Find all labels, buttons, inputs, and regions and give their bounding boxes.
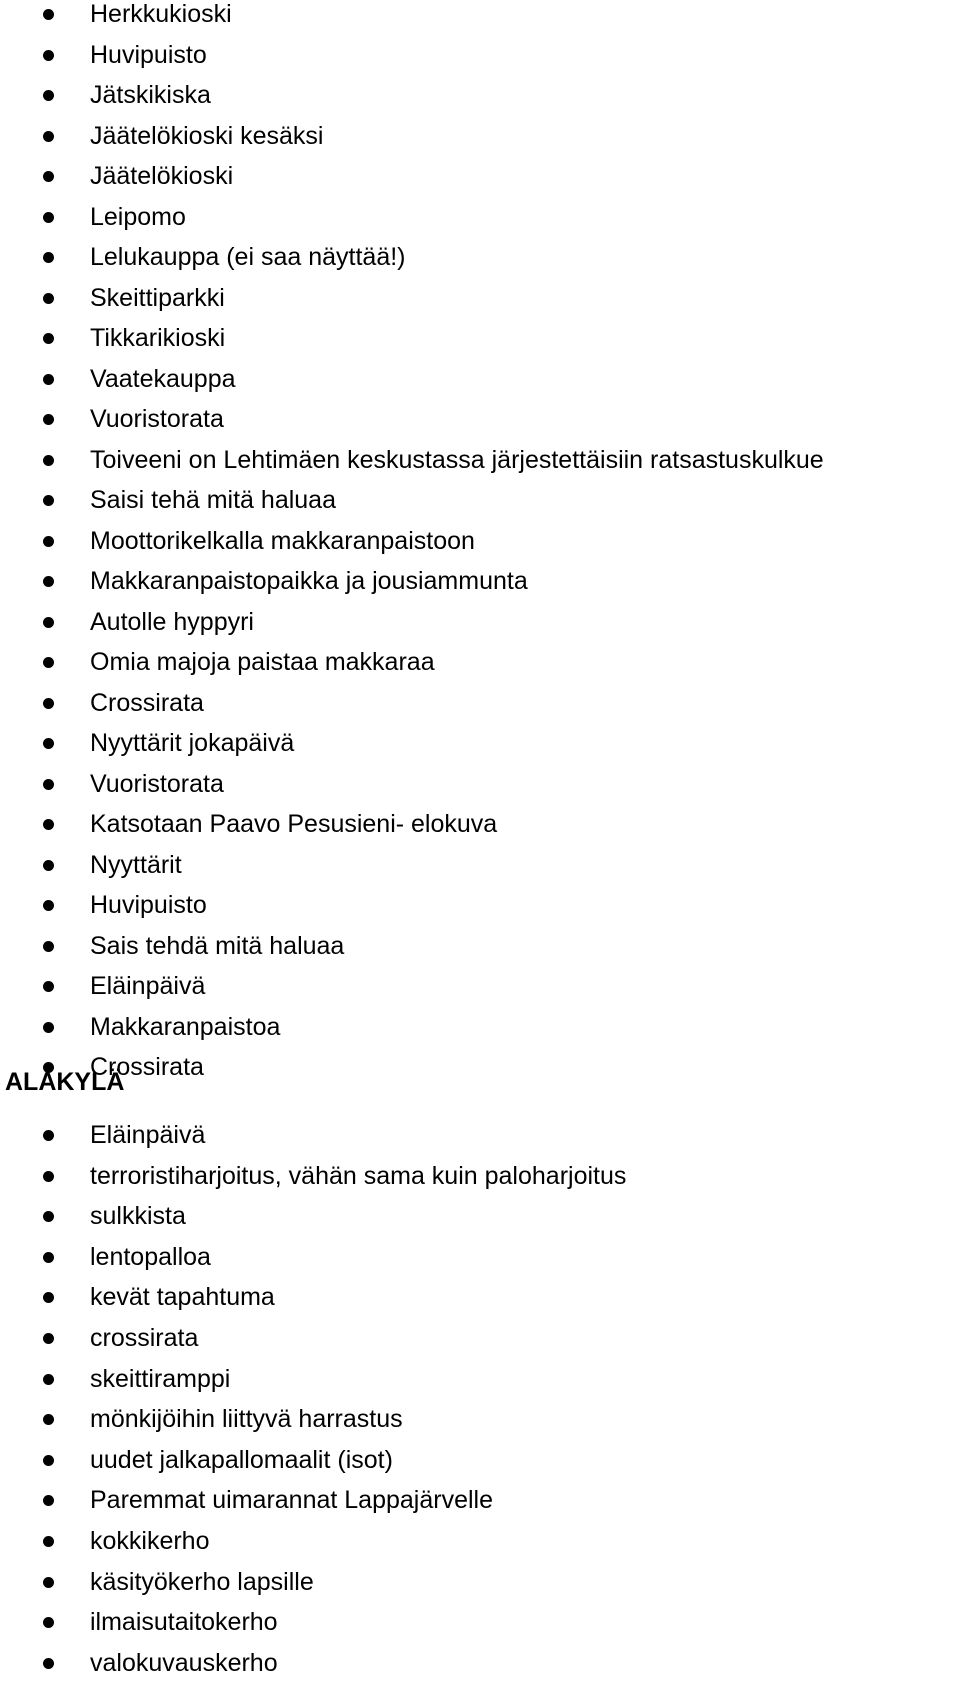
list-item-text: Saisi tehä mitä haluaa <box>90 486 336 514</box>
bullet-icon <box>43 860 54 871</box>
bullet-icon <box>43 293 54 304</box>
list-item <box>0 1121 960 1162</box>
list-item-text: Nyyttärit jokapäivä <box>90 729 295 757</box>
list-item <box>0 810 960 851</box>
bullet-icon <box>43 738 54 749</box>
bullet-icon <box>43 1171 54 1182</box>
list-item-text: Makkaranpaistopaikka ja jousiammunta <box>90 567 528 595</box>
list-item-text: Autolle hyppyri <box>90 607 254 636</box>
bullet-icon <box>43 1252 54 1263</box>
list-item <box>0 162 960 203</box>
list-item-text: Makkaranpaistoa <box>90 1012 281 1041</box>
bullet-icon <box>43 131 54 142</box>
bullet-icon <box>43 576 54 587</box>
list-item <box>0 1162 960 1203</box>
list-item-text: Vuoristorata <box>90 769 224 798</box>
bullet-icon <box>43 1658 54 1669</box>
list-item <box>0 608 960 649</box>
list-item <box>0 486 960 527</box>
list-item-text: Herkkukioski <box>90 0 232 28</box>
list-item <box>0 567 960 608</box>
list-item <box>0 1013 960 1054</box>
list-item <box>0 81 960 122</box>
list-item <box>0 729 960 770</box>
list-item <box>0 648 960 689</box>
list-item <box>0 41 960 82</box>
list-item-text: Vaatekauppa <box>90 364 236 393</box>
list-item <box>0 122 960 163</box>
bullet-icon <box>43 333 54 344</box>
bullet-icon <box>43 1414 54 1425</box>
list-item-text: Moottorikelkalla makkaranpaistoon <box>90 526 475 555</box>
bullet-icon <box>43 1374 54 1385</box>
bullet-icon <box>43 1333 54 1344</box>
bullet-icon <box>43 414 54 425</box>
list-item-text: Nyyttärit <box>90 850 182 879</box>
list-item <box>0 851 960 892</box>
bullet-icon <box>43 212 54 223</box>
bullet-icon <box>43 495 54 506</box>
list-item <box>0 1568 960 1609</box>
list-item <box>0 1527 960 1568</box>
list-item-text: Huvipuisto <box>90 40 207 69</box>
list-item <box>0 1365 960 1406</box>
section-heading-alakyla: ALAKYLÄ <box>5 1068 125 1096</box>
list-item-text: Eläinpäivä <box>90 1121 206 1149</box>
bullet-icon <box>43 941 54 952</box>
list-item-text: kevät tapahtuma <box>90 1283 275 1312</box>
list-item-text: Crossirata <box>90 688 204 717</box>
list-item <box>0 1202 960 1243</box>
list-item <box>0 527 960 568</box>
bullet-icon <box>43 698 54 709</box>
list-item <box>0 365 960 406</box>
bullet-icon <box>43 1130 54 1141</box>
list-item-text: Tikkarikioski <box>90 324 226 352</box>
list-item <box>0 1283 960 1324</box>
list-item-text: Eläinpäivä <box>90 972 206 1000</box>
list-item-text: Skeittiparkki <box>90 283 225 312</box>
bullet-icon <box>43 252 54 263</box>
bullet-icon <box>43 1022 54 1033</box>
list-item <box>0 770 960 811</box>
bullet-icon <box>43 536 54 547</box>
list-item <box>0 1243 960 1284</box>
bullet-icon <box>43 1617 54 1628</box>
list-item-text: sulkkista <box>90 1202 186 1231</box>
list-item-text: käsityökerho lapsille <box>90 1567 314 1596</box>
list-item-text: Toiveeni on Lehtimäen keskustassa järjestettäisiin ratsastuskulkue <box>90 445 824 474</box>
bullet-icon <box>43 779 54 790</box>
list-item <box>0 1324 960 1365</box>
list-item-text: Jäätelökioski kesäksi <box>90 121 324 150</box>
list-item-text: crossirata <box>90 1323 199 1352</box>
list-item <box>0 1446 960 1487</box>
bullet-icon <box>43 1577 54 1588</box>
list-item <box>0 324 960 365</box>
bullet-icon <box>43 1536 54 1547</box>
list-item-text: uudet jalkapallomaalit (isot) <box>90 1445 393 1474</box>
list-item <box>0 932 960 973</box>
bullet-icon <box>43 374 54 385</box>
list-item <box>0 891 960 932</box>
bullet-icon <box>43 1211 54 1222</box>
list-item <box>0 284 960 325</box>
list-item-text: skeittiramppi <box>90 1364 231 1393</box>
bullet-icon <box>43 819 54 830</box>
list-item <box>0 972 960 1013</box>
bullet-icon <box>43 1455 54 1466</box>
list-item-text: Lelukauppa (ei saa näyttää!) <box>90 243 406 271</box>
list-item <box>0 0 960 41</box>
list-item-text: Leipomo <box>90 202 186 231</box>
bullet-icon <box>43 171 54 182</box>
bullet-icon <box>43 981 54 992</box>
list-item <box>0 1649 960 1690</box>
bullet-icon <box>43 50 54 61</box>
list-item-text: Jätskikiska <box>90 81 211 109</box>
list-item-text: Crossirata <box>90 1053 204 1081</box>
list-item <box>0 689 960 730</box>
list-item-text: Huvipuisto <box>90 891 207 919</box>
list-item-text: kokkikerho <box>90 1526 210 1555</box>
list-item-text: Jäätelökioski <box>90 162 234 190</box>
bullet-icon <box>43 9 54 20</box>
list-item-text: Vuoristorata <box>90 405 224 433</box>
list-item-text: Omia majoja paistaa makkaraa <box>90 648 435 676</box>
list-item <box>0 1053 960 1094</box>
list-item-text: Sais tehdä mitä haluaa <box>90 931 345 960</box>
bullet-icon <box>43 900 54 911</box>
list-item <box>0 1405 960 1446</box>
list-item-text: ilmaisutaitokerho <box>90 1608 278 1637</box>
list-item-text: mönkijöihin liittyvä harrastus <box>90 1405 403 1434</box>
list-item <box>0 1608 960 1649</box>
list-item <box>0 1486 960 1527</box>
bullet-icon <box>43 455 54 466</box>
list-item-text: lentopalloa <box>90 1242 211 1271</box>
bullet-icon <box>43 1495 54 1506</box>
list-item-text: terroristiharjoitus, vähän sama kuin paloharjoitus <box>90 1161 627 1190</box>
list-item <box>0 446 960 487</box>
bullet-icon <box>43 657 54 668</box>
list-item <box>0 243 960 284</box>
bullet-icon <box>43 90 54 101</box>
list-item <box>0 203 960 244</box>
list-item-text: Katsotaan Paavo Pesusieni- elokuva <box>90 810 498 838</box>
list-item <box>0 405 960 446</box>
bullet-icon <box>43 617 54 628</box>
wish-list-alakyla <box>0 1121 960 1689</box>
list-item-text: Paremmat uimarannat Lappajärvelle <box>90 1486 493 1515</box>
bullet-icon <box>43 1292 54 1303</box>
list-item-text: valokuvauskerho <box>90 1648 278 1677</box>
